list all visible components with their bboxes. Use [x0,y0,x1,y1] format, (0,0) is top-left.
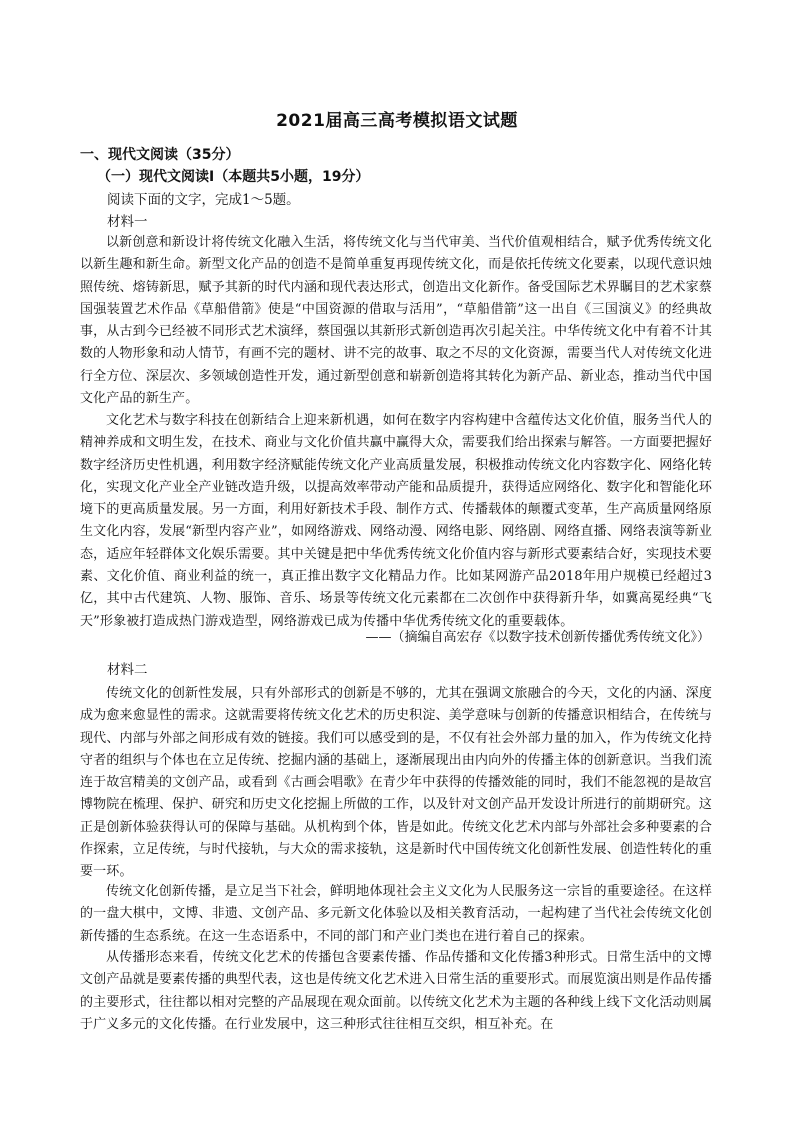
material1-paragraph-2: 文化艺术与数字科技在创新结合上迎来新机遇，如何在数字内容构建中含蕴传达文化价值，服务当代人的精神养成和文明生发，在技术、商业与文化价值共赢中赢得大众，需要我们给出探索与解答。一方面要把握好数字经济历史性机遇，利用数字经济赋能传统文化产业高质量发展，积极推动传统文化内容数字化、网络化转化，实现文化产业全产业链改造升级，以提高效率带动产能和品质提升，获得适应网络化、数字化和智能化环境下的更高质量发展。另一方面，利用好新技术手段、制作方式、传播载体的颠覆式变革，生产高质量网络原生文化内容，发展“新型内容产业”，如网络游戏、网络动漫、网络电影、网络剧、网络直播、网络表演等新业态，适应年轻群体文化娱乐需要。其中关键是把中华优秀传统文化价值内容与新形式要素结合好，实现技术要素、文化价值、商业利益的统一，真正推出数字文化精品力作。比如某网游产品2018年用户规模已经超过3亿，其中古代建筑、人物、服饰、音乐、场景等传统文化元素都在二次创作中获得新升华，如冀高冕经典“飞天”形象被打造成热门游戏造型，网络游戏已成为传播中华优秀传统文化的重要载体。 [80,413,712,629]
material2-paragraph-1: 传统文化的创新性发展，只有外部形式的创新是不够的，尤其在强调文旅融合的今天，文化的内涵、深度成为愈来愈显性的需求。这就需要将传统文化艺术的历史积淀、美学意味与创新的传播意识相结合，在传统与现代、内部与外部之间形成有效的链接。我们可以感受到的是，不仅有社会外部力量的加入，作为传统文化持守者的组织与个体也在立足传统、挖掘内涵的基础上，逐渐展现出由内向外的传播主体的创新意识。当我们流连于故宫精美的文创产品，或看到《古画会唱歌》在青少年中获得的传播效能的同时，我们不能忽视的是故宫博物院在梳理、保护、研究和历史文化挖掘上所做的工作，以及针对文创产品开发设计所进行的前期研究。这正是创新体验获得认可的保障与基础。从机构到个体，皆是如此。传统文化艺术内部与外部社会多种要素的合作探索，立足传统，与时代接轨，与大众的需求接轨，这是新时代中国传统文化创新性发展、创造性转化的重要一环。 [80,686,712,880]
material1-paragraph-1: 以新创意和新设计将传统文化融入生活，将传统文化与当代审美、当代价值观相结合，赋予优秀传统文化以新生趣和新生命。新型文化产品的创造不是简单重复再现传统文化，而是依托传统文化要素，以现代意识烛照传统、熔铸新思，赋予其新的时代内涵和现代表达形式，创造出文化新作。备受国际艺术界瞩目的艺术家蔡国强装置艺术作品《草船借箭》使是“中国资源的借取与活用”，“草船借箭”这一出自《三国演义》的经典故事，从古到今已经被不同形式艺术演绎，蔡国强以其新形式新创造再次引起关注。中华传统文化中有着不计其数的人物形象和动人情节，有画不完的题材、讲不完的故事、取之不尽的文化资源，需要当代人对传统文化进行全方位、深层次、多领域创造性开发，通过新型创意和崭新创造将其转化为新产品、新业态，推动当代中国文化产品的新生产。 [80,235,712,407]
subsection-heading: （一）现代文阅读Ⅰ（本题共5小题，19分） [97,169,370,185]
material2-heading: 材料二 [107,662,148,678]
material2-paragraph-3: 从传播形态来看，传统文化艺术的传播包含要素传播、作品传播和文化传播3种形式。日常生活中的文博文创产品就是要素传播的典型代表，这也是传统文化艺术进入日常生活的重要形式。而展览演出则是作品传播的主要形式，往往都以相对完整的产品展现在观众面前。以传统文化艺术为主题的各种线上线下文化活动则属于广义多元的文化传播。在行业发展中，这三种形式往往相互交织，相互补充。在 [80,950,712,1032]
material1-source: ——（摘编自高宏存《以数字技术创新传播优秀传统文化》） [365,630,710,645]
section-heading: 一、现代文阅读（35分） [80,147,240,163]
page-title: 2021届高三高考模拟语文试题 [276,111,518,131]
material1-heading: 材料一 [107,214,148,230]
material2-paragraph-2: 传统文化创新传播，是立足当下社会，鲜明地体现社会主义文化为人民服务这一宗旨的重要途径。在这样的一盘大棋中，文博、非遗、文创产品、多元新文化体验以及相关教育活动，一起构建了当代社会传统文化创新传播的生态系统。在这一生态语系中，不同的部门和产业门类也在进行着自己的探索。 [80,884,712,944]
instruction-text: 阅读下面的文字，完成1～5题。 [107,192,300,208]
